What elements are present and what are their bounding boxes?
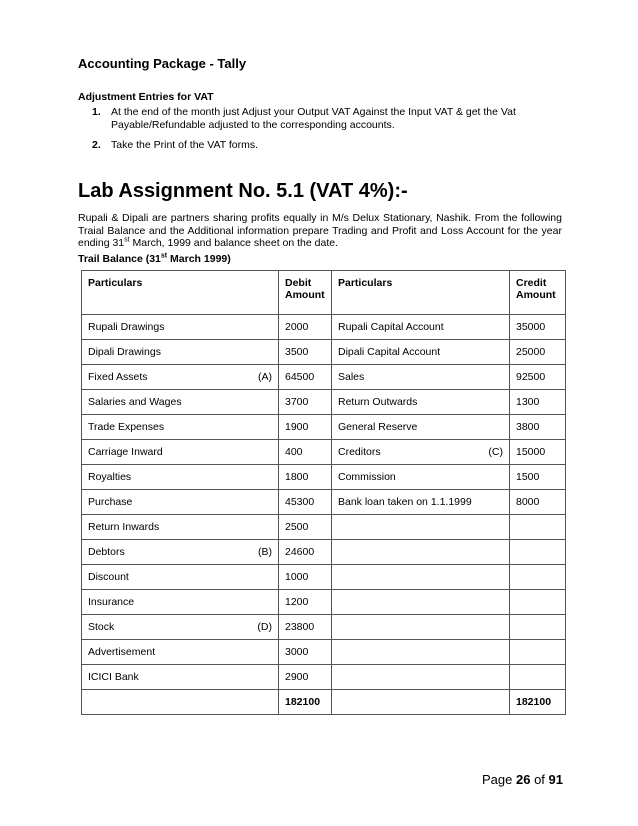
cell-debit: 3000 — [279, 640, 332, 665]
cell-particulars-right — [332, 440, 510, 465]
description-text-1: Rupali & Dipali are partners sharing profits equally in M/s Delux Stationary, Nashik. From the following Traial Balance and the Additional information prepare Trading and Profit and Loss Account for the year ending 31 — [78, 212, 562, 249]
particular-name: Return Inwards — [88, 521, 160, 533]
cell-particulars-right — [332, 515, 510, 540]
cell-credit — [510, 615, 566, 640]
particular-name: Stock — [88, 621, 115, 633]
lab-title: Lab Assignment No. 5.1 (VAT 4%):- — [78, 180, 408, 202]
table-row — [82, 340, 566, 365]
cell-particulars-left — [82, 640, 279, 665]
cell-debit: 2000 — [279, 315, 332, 340]
table-row — [82, 390, 566, 415]
total-pages: 91 — [548, 772, 563, 787]
table-header-row — [82, 271, 566, 315]
list-number: 2. — [92, 139, 101, 151]
list-text: At the end of the month just Adjust your Output VAT Against the Input VAT & get the Vat Payable/Refundable adjusted to the corresponding accounts. — [111, 106, 516, 131]
tb-title-sup: st — [160, 252, 168, 260]
cell-credit: 3800 — [510, 415, 566, 440]
table-row — [82, 590, 566, 615]
cell-particulars-right — [332, 465, 510, 490]
cell-particulars-right — [332, 615, 510, 640]
particular-name: Creditors — [338, 446, 381, 458]
cell-credit — [510, 565, 566, 590]
particular-name: Advertisement — [88, 646, 156, 658]
cell-debit: 1800 — [279, 465, 332, 490]
table-total-row — [82, 690, 566, 715]
cell-empty — [82, 690, 279, 715]
total-credit: 182100 — [510, 690, 566, 715]
cell-debit: 2500 — [279, 515, 332, 540]
trial-balance-table — [81, 270, 566, 715]
section-title: Adjustment Entries for VAT — [78, 91, 214, 103]
cell-debit: 400 — [279, 440, 332, 465]
cell-particulars-right — [332, 665, 510, 690]
table-row — [82, 365, 566, 390]
particular-name: Commission — [338, 471, 396, 483]
particular-name: Purchase — [88, 496, 133, 508]
cell-particulars-right — [332, 590, 510, 615]
particular-tag: (B) — [258, 546, 272, 558]
table-row — [82, 665, 566, 690]
tb-title-1: Trail Balance (31 — [78, 253, 161, 265]
description-paragraph — [78, 212, 562, 250]
cell-particulars-right — [332, 390, 510, 415]
particular-name: Carriage Inward — [88, 446, 163, 458]
cell-particulars-right — [332, 540, 510, 565]
header-particulars-right: Particulars — [332, 271, 510, 315]
table-row — [82, 615, 566, 640]
cell-debit: 45300 — [279, 490, 332, 515]
particular-name: Fixed Assets — [88, 371, 148, 383]
cell-credit — [510, 640, 566, 665]
cell-credit: 35000 — [510, 315, 566, 340]
cell-particulars-right — [332, 565, 510, 590]
cell-credit — [510, 540, 566, 565]
cell-particulars-right — [332, 490, 510, 515]
current-page: 26 — [515, 772, 531, 787]
table-row — [82, 515, 566, 540]
cell-credit: 25000 — [510, 340, 566, 365]
trial-balance-title — [78, 253, 231, 265]
cell-debit: 1900 — [279, 415, 332, 440]
particular-tag: (A) — [258, 371, 272, 383]
table-row — [82, 640, 566, 665]
cell-particulars-left — [82, 365, 279, 390]
cell-particulars-right — [332, 340, 510, 365]
table-row — [82, 490, 566, 515]
table-row — [82, 540, 566, 565]
cell-credit — [510, 515, 566, 540]
cell-debit: 3700 — [279, 390, 332, 415]
cell-particulars-right — [332, 315, 510, 340]
cell-debit: 64500 — [279, 365, 332, 390]
particular-name: Dipali Drawings — [88, 346, 161, 358]
particular-name: Discount — [88, 571, 129, 583]
cell-credit — [510, 665, 566, 690]
instruction-list — [92, 106, 572, 159]
cell-particulars-right — [332, 640, 510, 665]
particular-name: Rupali Capital Account — [338, 321, 444, 333]
particular-name: Insurance — [88, 596, 135, 608]
particular-name: Bank loan taken on 1.1.1999 — [338, 496, 472, 508]
footer-prefix: Page — [482, 772, 516, 787]
table-row — [82, 440, 566, 465]
particular-name: Royalties — [88, 471, 132, 483]
cell-credit — [510, 590, 566, 615]
particular-tag: (D) — [257, 621, 272, 633]
cell-debit: 3500 — [279, 340, 332, 365]
cell-particulars-left — [82, 540, 279, 565]
page-header: Accounting Package - Tally — [78, 56, 247, 71]
header-credit: Credit Amount — [510, 271, 566, 315]
cell-debit: 23800 — [279, 615, 332, 640]
particular-name: Return Outwards — [338, 396, 418, 408]
particular-name: Sales — [338, 371, 365, 383]
particular-name: Trade Expenses — [88, 421, 165, 433]
cell-particulars-left — [82, 590, 279, 615]
list-item — [92, 139, 572, 152]
cell-particulars-left — [82, 515, 279, 540]
cell-debit: 24600 — [279, 540, 332, 565]
cell-particulars-left — [82, 665, 279, 690]
particular-name: ICICI Bank — [88, 671, 139, 683]
cell-particulars-left — [82, 390, 279, 415]
cell-credit: 1300 — [510, 390, 566, 415]
table-row — [82, 315, 566, 340]
cell-particulars-left — [82, 315, 279, 340]
cell-credit: 1500 — [510, 465, 566, 490]
list-text: Take the Print of the VAT forms. — [111, 139, 259, 151]
header-particulars-left: Particulars — [82, 271, 279, 315]
particular-tag: (C) — [488, 446, 503, 458]
list-item — [92, 106, 572, 132]
cell-particulars-left — [82, 565, 279, 590]
cell-particulars-left — [82, 340, 279, 365]
particular-name: Dipali Capital Account — [338, 346, 441, 358]
tb-title-2: March 1999) — [167, 253, 231, 265]
table-row — [82, 415, 566, 440]
particular-name: Rupali Drawings — [88, 321, 165, 333]
table-row — [82, 465, 566, 490]
header-debit: Debit Amount — [279, 271, 332, 315]
particular-name: Salaries and Wages — [88, 396, 182, 408]
cell-particulars-left — [82, 465, 279, 490]
particular-name: General Reserve — [338, 421, 418, 433]
cell-credit: 8000 — [510, 490, 566, 515]
cell-particulars-right — [332, 365, 510, 390]
particular-name: Debtors — [88, 546, 125, 558]
cell-credit: 92500 — [510, 365, 566, 390]
cell-particulars-left — [82, 415, 279, 440]
cell-particulars-left — [82, 615, 279, 640]
description-sup: st — [124, 236, 130, 244]
page-footer — [482, 772, 563, 787]
list-number: 1. — [92, 106, 101, 118]
cell-debit: 2900 — [279, 665, 332, 690]
description-text-2: March, 1999 and balance sheet on the date. — [129, 237, 338, 249]
cell-empty — [332, 690, 510, 715]
cell-credit: 15000 — [510, 440, 566, 465]
cell-particulars-left — [82, 490, 279, 515]
footer-middle: of — [530, 772, 549, 787]
cell-particulars-left — [82, 440, 279, 465]
cell-particulars-right — [332, 415, 510, 440]
table-body — [82, 315, 566, 715]
total-debit: 182100 — [279, 690, 332, 715]
cell-debit: 1000 — [279, 565, 332, 590]
table-row — [82, 565, 566, 590]
cell-debit: 1200 — [279, 590, 332, 615]
